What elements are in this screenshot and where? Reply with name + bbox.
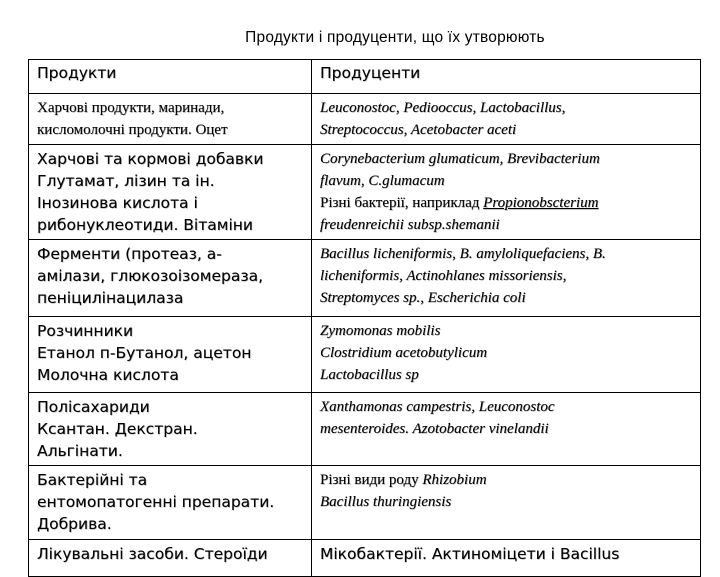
producers-line: Xanthamonas campestris, Leuconostoc [320, 399, 555, 415]
table-row [29, 145, 701, 240]
producers-line: Zymomonas mobilis [320, 323, 441, 339]
products-line: Бактерійні та [37, 471, 148, 489]
products-line: Ксантан. Декстран. [37, 420, 198, 438]
products-cell [29, 466, 312, 540]
producers-line: Streptococcus, Acetobacter aceti [320, 122, 517, 138]
producers-cell [312, 240, 701, 317]
producers-cell [312, 540, 701, 577]
producers-text: Різні види роду [320, 472, 423, 488]
table-row [29, 466, 701, 540]
producers-line: flavum, C.glumacum [320, 173, 445, 189]
products-line: Добрива. [37, 515, 112, 533]
products-line: Полісахариди [37, 398, 150, 416]
products-cell [29, 540, 312, 577]
producers-line: licheniformis, Actinohlanes missoriensis, [320, 268, 567, 284]
producers-text: Різні бактерії, наприклад [320, 195, 484, 211]
producers-cell [312, 317, 701, 393]
producers-line: Bacillus thuringiensis [320, 494, 452, 510]
header-products: Продукти [29, 60, 312, 94]
producers-cell [312, 145, 701, 240]
products-cell [29, 94, 312, 145]
products-line: Лікувальні засоби. Стероїди [37, 545, 268, 563]
producers-line: Corynebacterium glumaticum, Brevibacterium [320, 151, 600, 167]
table-row [29, 540, 701, 577]
producers-cell [312, 466, 701, 540]
page-title: Продукти і продуценти, що їх утворюють [245, 29, 545, 46]
table-row [29, 94, 701, 145]
products-line: Альгінати. [37, 442, 123, 460]
products-cell [29, 317, 312, 393]
table-header-row [29, 60, 701, 94]
producers-species: Propionobscterium [483, 195, 599, 211]
products-line: Глутамат, лізин та ін. [37, 172, 215, 190]
products-cell [29, 393, 312, 466]
producers-line: Leuconostoc, Pediooccus, Lactobacillus, [320, 100, 566, 116]
products-line: ентомопатогенні препарати. [37, 493, 275, 511]
producers-line: Мікобактерії. Актиноміцети і Bacillus [320, 545, 620, 563]
products-cell [29, 240, 312, 317]
products-line: пеніцилінацилаза [37, 289, 184, 307]
products-table [28, 59, 701, 577]
products-line: Розчинники [37, 322, 134, 340]
products-line: амілази, глюкозоізомераза, [37, 267, 264, 285]
producers-line: Clostridium acetobutylicum [320, 345, 488, 361]
producers-line [320, 469, 694, 491]
products-line: Етанол п-Бутанол, ацетон [37, 344, 252, 362]
products-line: Харчові та кормові добавки [37, 150, 264, 168]
table-row [29, 317, 701, 393]
producers-cell [312, 393, 701, 466]
products-line: Інозинова кислота і [37, 194, 198, 212]
header-producers: Продуценти [312, 60, 701, 94]
producers-line: mesenteroides. Azotobacter vinelandii [320, 421, 549, 437]
products-line: Харчові продукти, маринади, [37, 100, 225, 116]
products-line: Молочна кислота [37, 366, 179, 384]
products-line: кисломолочні продукти. Оцет [37, 122, 228, 138]
products-cell [29, 145, 312, 240]
table-row [29, 393, 701, 466]
products-line: рибонуклеотиди. Вітаміни [37, 216, 253, 234]
products-line: Ферменти (протеаз, а- [37, 245, 222, 263]
producers-line: freudenreichii subsp.shemanii [320, 217, 500, 233]
producers-cell [312, 94, 701, 145]
producers-line: Lactobacillus sp [320, 367, 419, 383]
table-row [29, 240, 701, 317]
producers-line: Bacillus licheniformis, B. amyloliquefaciens, B. [320, 246, 606, 262]
producers-line [320, 192, 694, 214]
producers-line: Streptomyces sp., Escherichia coli [320, 290, 526, 306]
producers-genus: Rhizobium [422, 472, 487, 488]
